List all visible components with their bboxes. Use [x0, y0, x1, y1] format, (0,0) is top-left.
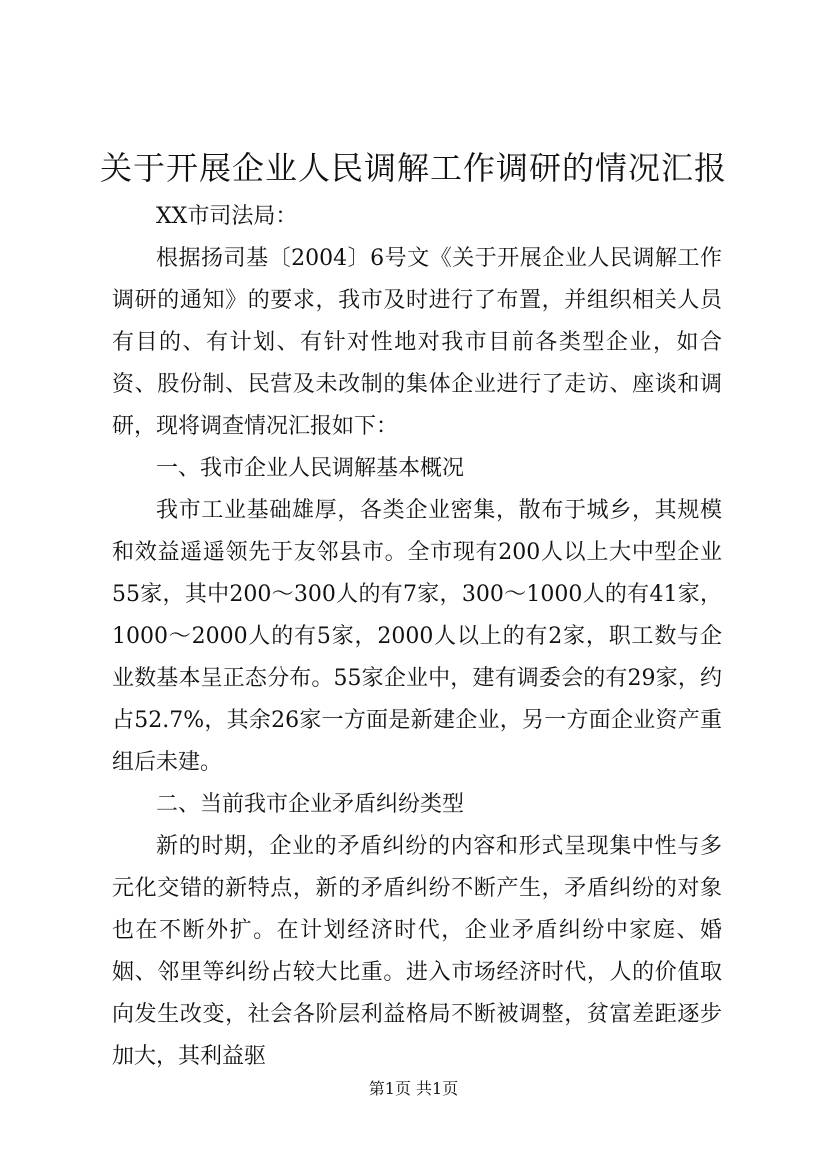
- intro-paragraph: 根据扬司基〔2004〕6号文《关于开展企业人民调解工作调研的通知》的要求，我市及时进行了布置，并组织相关人员有目的、有计划、有针对性地对我市目前各类型企业，如合资、股份制、民营及未改制的集体企业进行了走访、座谈和调研，现将调查情况汇报如下：: [112, 246, 722, 439]
- salutation: XX市司法局：: [156, 204, 298, 229]
- section-heading-1: 一、我市企业人民调解基本概况: [156, 456, 465, 481]
- document-title: 关于开展企业人民调解工作调研的情况汇报: [99, 149, 727, 187]
- section-2-paragraph: 新的时期，企业的矛盾纠纷的内容和形式呈现集中性与多元化交错的新特点，新的矛盾纠纷不断产生，矛盾纠纷的对象也在不断外扩。在计划经济时代，企业矛盾纠纷中家庭、婚姻、邻里等纠纷占较大比重。进入市场经济时代，人的价值取向发生改变，社会各阶层利益格局不断被调整，贫富差距逐步加大，其利益驱: [112, 834, 722, 1069]
- page-footer: 第1页 共1页: [368, 1079, 459, 1098]
- section-1-paragraph: 我市工业基础雄厚，各类企业密集，散布于城乡，其规模和效益遥遥领先于友邻县市。全市现有200人以上大中型企业55家，其中200～300人的有7家，300～1000人的有41家，1000～2000人的有5家，2000人以上的有2家，职工数与企业数基本呈正态分布。55家企业中，建有调委会的有29家，约占52.7%，其余26家一方面是新建企业，另一方面企业资产重组后未建。: [112, 498, 722, 775]
- section-heading-2: 二、当前我市企业矛盾纠纷类型: [156, 792, 465, 817]
- document-body: [112, 196, 722, 1078]
